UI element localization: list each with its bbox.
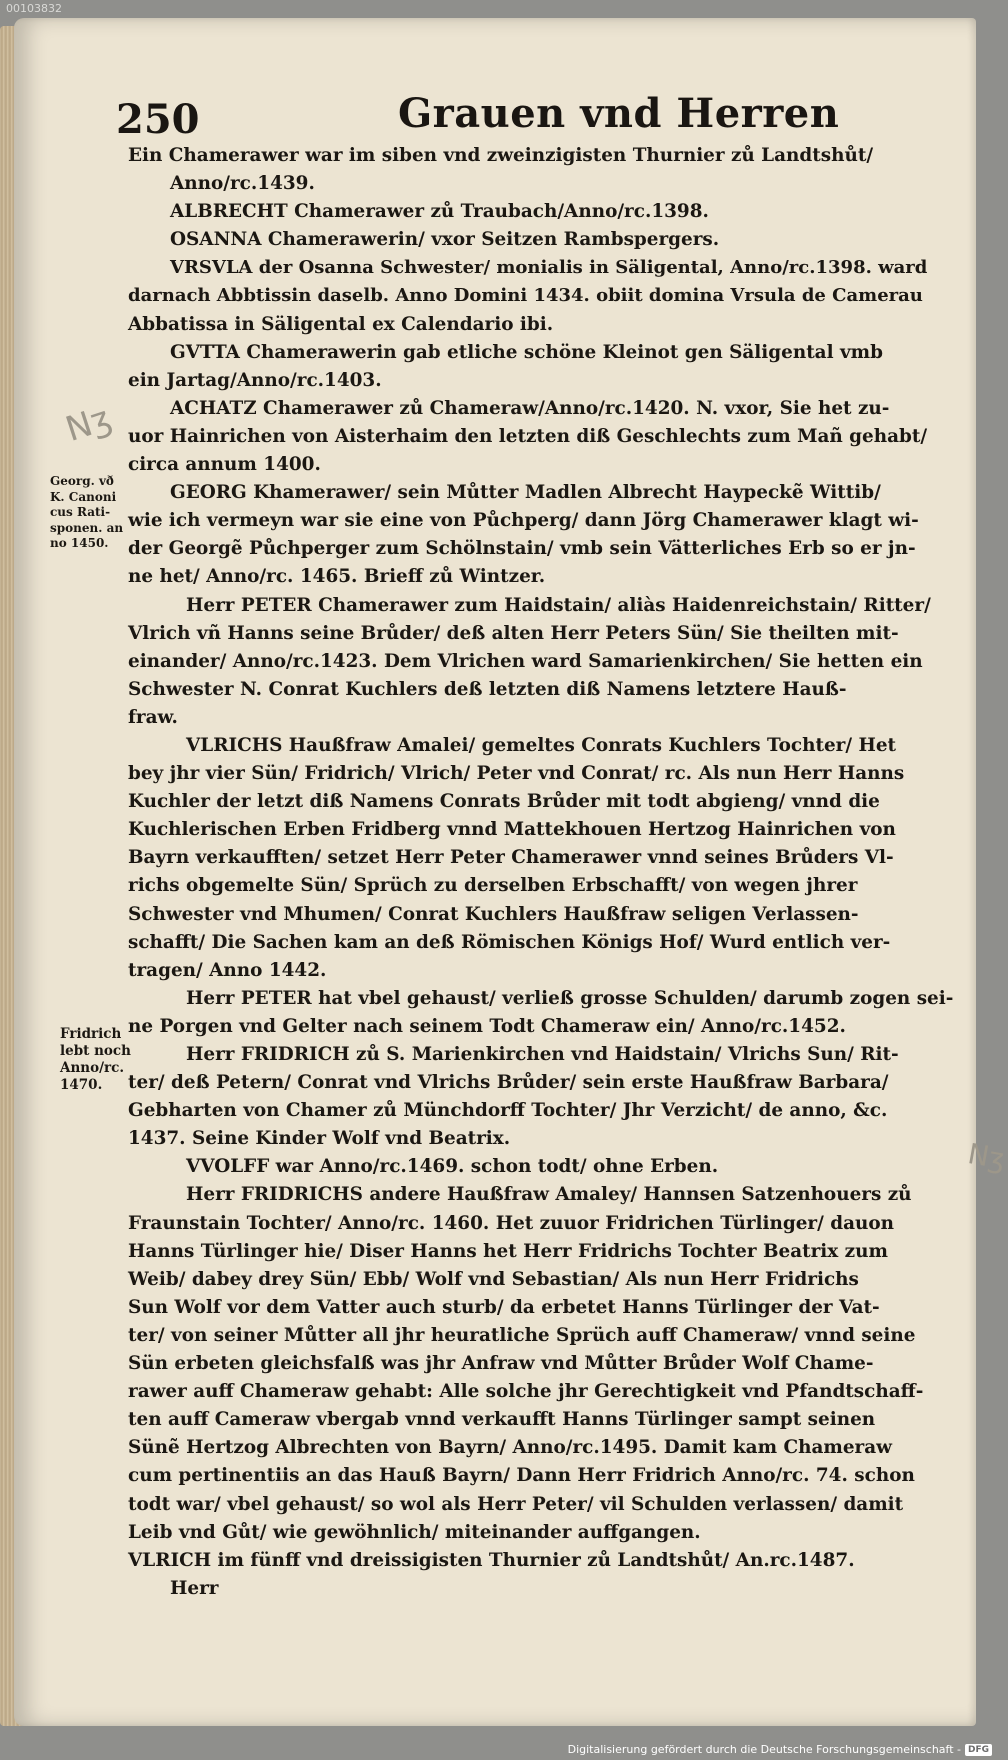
text-line: ten auff Cameraw vbergab vnnd verkaufft Hanns Türlinger sampt seinen [128,1409,876,1431]
scan-id-label: 00103832 [6,2,62,15]
text-line: VRSVLA der Osanna Schwester/ monialis in Säligental, Anno/rc.1398. ward [170,257,928,279]
text-line: Leib vnd Gůt/ wie gewöhnlich/ miteinander auffgangen. [128,1521,701,1543]
text-line: ne het/ Anno/rc. 1465. Brieff zů Wintzer. [128,566,546,588]
pencil-mark-right: Nʒ [965,1137,1008,1176]
margin-note-line: Georg. vð [50,474,114,488]
text-line: darnach Abbtissin daselb. Anno Domini 1434. obiit domina Vrsula de Camerau [128,285,923,307]
text-line: Bayrn verkaufften/ setzet Herr Peter Chamerawer vnnd seines Brůders Vl- [128,847,894,869]
digitization-footer [568,1743,992,1756]
pencil-mark-left: Nʒ [60,398,117,450]
text-line: cum pertinentiis an das Hauß Bayrn/ Dann Herr Fridrich Anno/rc. 74. schon [128,1465,915,1487]
text-line: GEORG Khamerawer/ sein Můtter Madlen Albrecht Haypeckẽ Wittib/ [170,482,881,504]
text-line: Herr PETER hat vbel gehaust/ verließ grosse Schulden/ darumb zogen sei- [186,987,954,1009]
text-line: ein Jartag/Anno/rc.1403. [128,369,382,391]
page-number: 250 [116,96,200,143]
text-line: Herr FRIDRICH zů S. Marienkirchen vnd Haidstain/ Vlrichs Sun/ Rit- [186,1044,899,1065]
margin-note-line: cus Rati- [50,505,111,519]
text-line: bey jhr vier Sün/ Fridrich/ Vlrich/ Peter vnd Conrat/ rc. Als nun Herr Hanns [128,763,905,785]
text-line: Weib/ dabey drey Sün/ Ebb/ Wolf vnd Sebastian/ Als nun Herr Fridrichs [128,1268,859,1290]
text-line: Herr PETER Chamerawer zum Haidstain/ aliàs Haidenreichstain/ Ritter/ [186,594,931,616]
text-line: schafft/ Die Sachen kam an deß Römischen Königs Hof/ Wurd entlich ver- [128,931,891,953]
margin-note-line: 1470. [60,1077,103,1093]
text-line: Fraunstain Tochter/ Anno/rc. 1460. Het zuuor Fridrichen Türlinger/ dauon [128,1212,895,1234]
text-line: richs obgemelte Sün/ Sprüch zu derselben Erbschafft/ von wegen jhrer [128,875,858,897]
margin-note-fridrich [60,1026,131,1094]
text-line: ter/ von seiner Můtter all jhr heuratliche Sprüch auff Chameraw/ vnnd seine [128,1324,916,1346]
text-line: Schwester N. Conrat Kuchlers deß letzten diß Namens letztere Hauß- [128,678,847,700]
text-line: Anno/rc.1439. [170,173,315,195]
text-line: Abbatissa in Säligental ex Calendario ibi. [128,313,554,335]
text-line: ne Porgen vnd Gelter nach seinem Todt Chameraw ein/ Anno/rc.1452. [128,1015,846,1037]
text-line: der Georgẽ Půchperger zum Schölnstain/ vmb sein Vätterliches Erb so er jn- [128,538,916,560]
text-line: Sünẽ Hertzog Albrechten von Bayrn/ Anno/rc.1495. Damit kam Chameraw [128,1437,892,1459]
text-line: fraw. [128,706,178,728]
text-line: uor Hainrichen von Aisterhaim den letzten diß Geschlechts zum Mañ gehabt/ [128,425,928,447]
text-line: Gebharten von Chamer zů Münchdorff Tochter/ Jhr Verzicht/ de anno, &c. [128,1100,888,1122]
footer-text: Digitalisierung gefördert durch die Deutsche Forschungsgemeinschaft - [567,1743,961,1756]
margin-note-line: lebt noch [60,1043,131,1059]
text-line: VLRICH im fünff vnd dreissigisten Thurnier zů Landtshůt/ An.rc.1487. [128,1549,855,1571]
dfg-logo: DFG [965,1744,992,1756]
text-line: Ein Chamerawer war im siben vnd zweinzigisten Thurnier zů Landtshůt/ [128,145,874,166]
text-line: 1437. Seine Kinder Wolf vnd Beatrix. [128,1128,511,1150]
text-line: VVOLFF war Anno/rc.1469. schon todt/ ohne Erben. [186,1156,719,1178]
margin-note-line: K. Canoni [50,489,117,504]
text-line: Schwester vnd Mhumen/ Conrat Kuchlers Haußfraw seligen Verlassen- [128,903,859,925]
text-line: Kuchler der letzt diß Namens Conrats Brůder mit todt abgieng/ vnnd die [128,791,880,813]
text-line: tragen/ Anno 1442. [128,959,327,981]
text-line: circa annum 1400. [128,454,321,476]
text-line: Vlrich vñ Hanns seine Brůder/ deß alten Herr Peters Sün/ Sie theilten mit- [128,622,899,644]
text-line: OSANNA Chamerawerin/ vxor Seitzen Rambspergers. [170,229,720,251]
text-line: Hanns Türlinger hie/ Diser Hanns het Herr Fridrichs Tochter Beatrix zum [128,1240,888,1262]
text-line: ACHATZ Chamerawer zů Chameraw/Anno/rc.1420. N. vxor, Sie het zu- [170,397,890,419]
text-line: VLRICHS Haußfraw Amalei/ gemeltes Conrats Kuchlers Tochter/ Het [186,734,897,756]
margin-note-line: Anno/rc. [60,1060,125,1076]
text-line: ALBRECHT Chamerawer zů Traubach/Anno/rc.1398. [170,201,709,223]
text-line: einander/ Anno/rc.1423. Dem Vlrichen ward Samarienkirchen/ Sie hetten ein [128,650,923,672]
margin-note-line: no 1450. [50,536,109,550]
text-line: Herr [170,1577,219,1599]
body-text [128,142,964,1631]
margin-note-line: Fridrich [60,1026,122,1042]
running-head: Grauen vnd Herren [398,90,840,137]
margin-note-line: sponen. an [50,520,124,535]
text-line: ter/ deß Petern/ Conrat vnd Vlrichs Brůder/ sein erste Haußfraw Barbara/ [128,1072,889,1094]
text-line: Kuchlerischen Erben Fridberg vnnd Mattekhouen Hertzog Hainrichen von [128,819,896,841]
text-line: Herr FRIDRICHS andere Haußfraw Amaley/ Hannsen Satzenhouers zů [186,1184,912,1206]
text-line: GVTTA Chamerawerin gab etliche schöne Kleinot gen Säligental vmb [170,341,883,363]
text-line: Sün erbeten gleichsfalß was jhr Anfraw vnd Můtter Brůder Wolf Chame- [128,1353,874,1375]
text-line: wie ich vermeyn war sie eine von Půchperg/ dann Jörg Chamerawer klagt wi- [128,510,919,532]
text-line: Sun Wolf vor dem Vatter auch sturb/ da erbetet Hanns Türlinger der Vat- [128,1296,880,1318]
text-line: todt war/ vbel gehaust/ so wol als Herr Peter/ vil Schulden verlassen/ damit [128,1493,904,1515]
catchword [128,1603,964,1631]
text-line: rawer auff Chameraw gehabt: Alle solche jhr Gerechtigkeit vnd Pfandtschaff- [128,1381,924,1403]
margin-note-georg [50,474,123,552]
